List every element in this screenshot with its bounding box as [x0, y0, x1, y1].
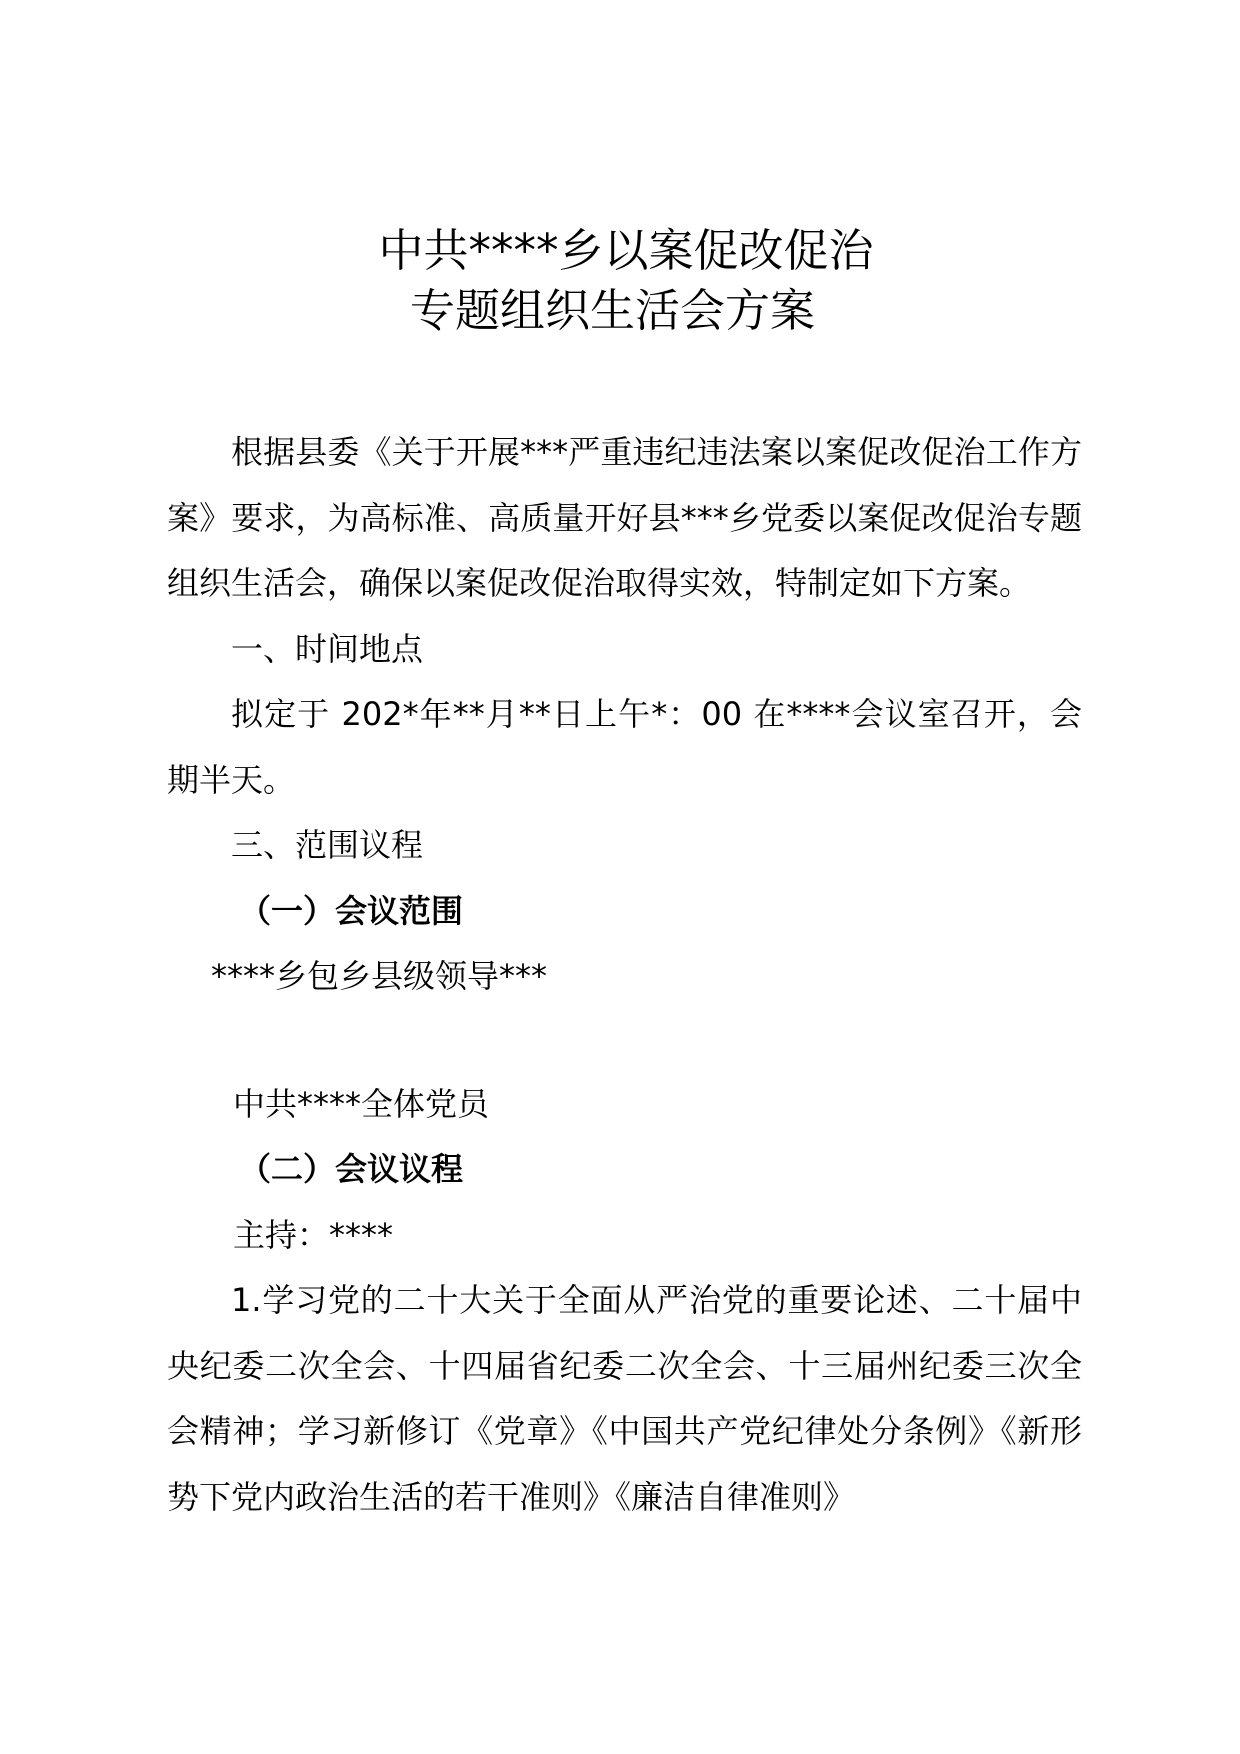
section-heading-scope-agenda: 三、范围议程: [231, 826, 424, 864]
agenda-item-1: 1.学习党的二十大关于全面从严治党的重要论述、二十届中央纪委二次全会、十四届省纪委二次全会、十三届州纪委三次全会精神；学习新修订《党章》《中国共产党纪律处分条例》《新形势下党内政治生活的若干准则》《廉洁自律准则》: [167, 1281, 1082, 1516]
time-place-paragraph: 拟定于 202*年**月**日上午*：00 在****会议室召开，会期半天。: [167, 695, 1082, 799]
title-line-2: 专题组织生活会方案: [409, 284, 815, 337]
subheading-meeting-agenda: （二）会议议程: [239, 1150, 464, 1188]
title-line-1: 中共****乡以案促改促治: [378, 224, 874, 277]
document-body: [167, 420, 1082, 1530]
subheading-meeting-scope: （一）会议范围: [239, 891, 464, 930]
host-line: 主持：****: [233, 1215, 394, 1254]
scope-line-leaders: ****乡包乡县级领导***: [211, 957, 548, 995]
document-title: [0, 222, 1240, 342]
intro-paragraph: 根据县委《关于开展***严重违纪违法案以案促改促治工作方案》要求，为高标准、高质量开好县***乡党委以案促改促治专题组织生活会，确保以案促改促治取得实效，特制定如下方案。: [167, 433, 1082, 602]
blank-line: [167, 1010, 1082, 1072]
scope-line-members: 中共****全体党员: [233, 1084, 490, 1123]
section-heading-time-place: 一、时间地点: [231, 629, 424, 668]
